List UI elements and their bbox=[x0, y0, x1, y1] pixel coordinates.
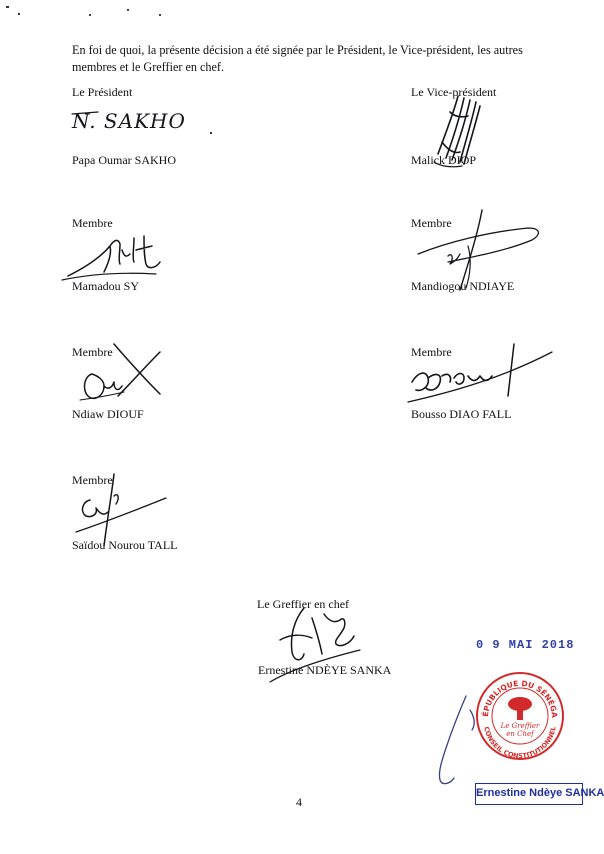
signature-membre-3 bbox=[74, 340, 174, 410]
scan-speck bbox=[210, 132, 212, 134]
name-membre-1: Mamadou SY bbox=[72, 279, 139, 293]
name-vice-president: Malick DIOP bbox=[411, 153, 476, 167]
signature-president bbox=[68, 104, 218, 140]
role-membre-2: Membre bbox=[411, 216, 452, 230]
name-membre-2: Mandiogou NDIAYE bbox=[411, 279, 515, 293]
signature-membre-4 bbox=[402, 342, 562, 412]
role-membre-4: Membre bbox=[411, 345, 452, 359]
scan-speck bbox=[89, 14, 91, 16]
svg-text:N. SAKHO: N. SAKHO bbox=[72, 109, 186, 133]
scan-speck bbox=[18, 13, 20, 15]
role-greffier: Le Greffier en chef bbox=[257, 597, 350, 611]
signature-membre-1 bbox=[60, 228, 180, 284]
date-stamp: 0 9 MAI 2018 bbox=[476, 638, 575, 652]
role-membre-1: Membre bbox=[72, 216, 113, 230]
name-stamp: Ernestine Ndèye SANKA bbox=[475, 783, 583, 805]
name-membre-4: Bousso DIAO FALL bbox=[411, 407, 512, 421]
scan-speck bbox=[6, 6, 9, 8]
scan-speck bbox=[159, 14, 161, 16]
signature-over-seal bbox=[430, 690, 500, 790]
page-number: 4 bbox=[296, 795, 302, 809]
name-greffier: Ernestine NDÈYE SANKA bbox=[258, 663, 392, 677]
svg-text:Le Greffier: Le Greffier bbox=[500, 722, 540, 730]
svg-text:en Chef: en Chef bbox=[506, 730, 534, 738]
role-membre-3: Membre bbox=[72, 345, 113, 359]
name-membre-5: Saïdou Nourou TALL bbox=[72, 538, 178, 552]
role-vice-president: Le Vice-président bbox=[411, 85, 497, 99]
name-membre-3: Ndiaw DIOUF bbox=[72, 407, 144, 421]
name-president: Papa Oumar SAKHO bbox=[72, 153, 176, 167]
role-president: Le Président bbox=[72, 85, 133, 99]
role-membre-5: Membre bbox=[72, 473, 113, 487]
intro-paragraph: En foi de quoi, la présente décision a été signée par le Président, le Vice-président, les autres membres et le Greffier en chef. bbox=[72, 43, 523, 74]
baobab-tree-icon bbox=[508, 697, 532, 720]
svg-text:RÉPUBLIQUE DU SÉNÉGAL: RÉPUBLIQUE DU SÉNÉGAL bbox=[471, 663, 560, 719]
svg-text:CONSEIL CONSTITUTIONNEL: CONSEIL CONSTITUTIONNEL bbox=[482, 725, 558, 761]
scan-speck bbox=[127, 9, 129, 11]
